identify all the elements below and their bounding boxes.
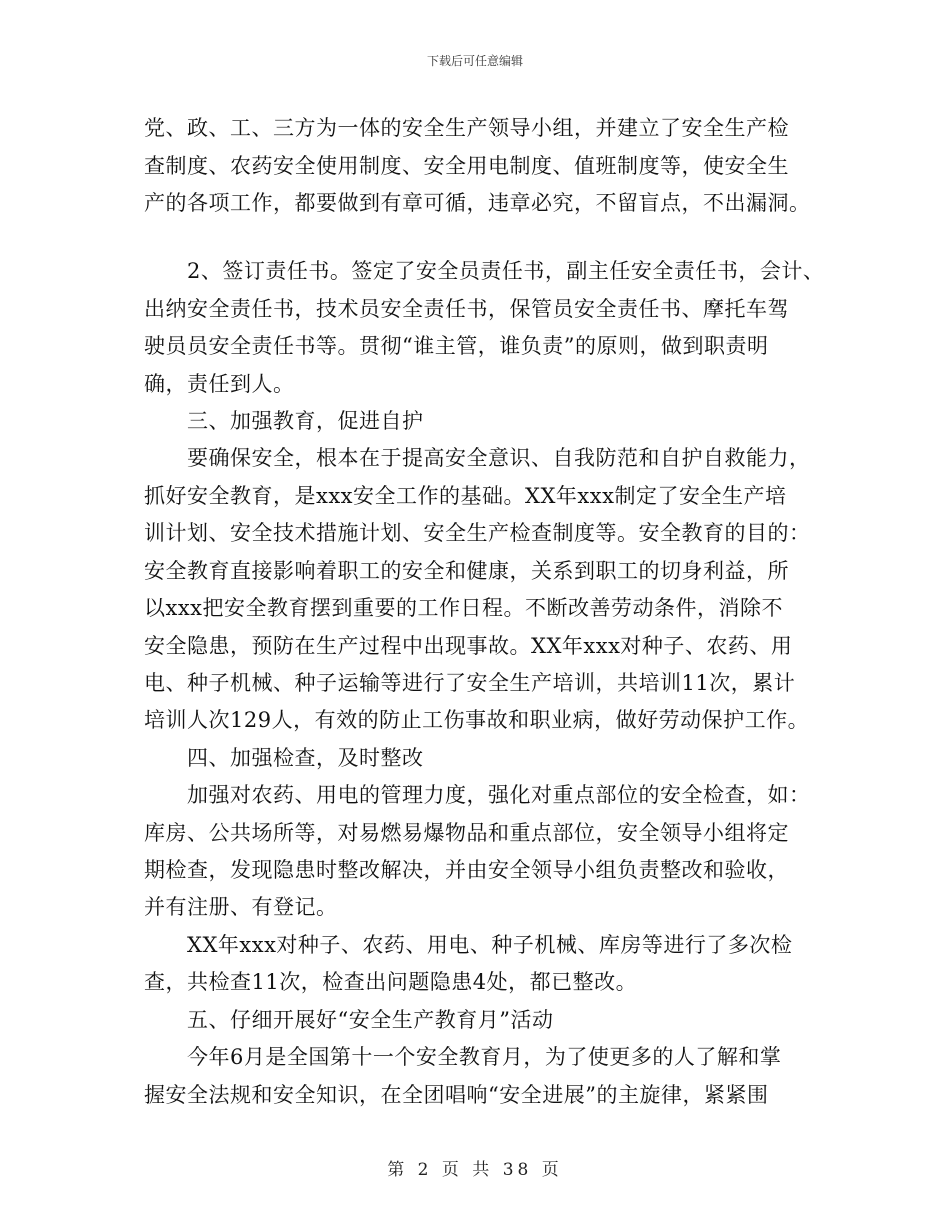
text-line: 安全教育直接影响着职工的安全和健康，关系到职工的切身利益，所	[144, 559, 789, 583]
text-line: 查，共检查11次，检查出问题隐患4处，都已整改。	[144, 970, 638, 994]
text-line: 出纳安全责任书，技术员安全责任书，保管员安全责任书、摩托车驾	[144, 297, 789, 321]
text-line: 训计划、安全技术措施计划、安全生产检查制度等。安全教育的目的：	[144, 521, 811, 545]
text-line: 库房、公共场所等，对易燃易爆物品和重点部位，安全领导小组将定	[144, 821, 789, 845]
text-line: 今年6月是全国第十一个安全教育月，为了使更多的人了解和掌	[187, 1045, 782, 1069]
text-line: 2、签订责任书。签定了安全员责任书，副主任安全责任书，会计、	[187, 259, 825, 283]
text-line: 并有注册、有登记。	[144, 895, 338, 919]
text-line: 查制度、农药安全使用制度、安全用电制度、值班制度等，使安全生	[144, 154, 789, 178]
section-heading: 三、加强教育，促进自护	[187, 409, 424, 433]
text-line: 党、政、工、三方为一体的安全生产领导小组，并建立了安全生产检	[144, 116, 789, 140]
text-line: XX年xxx对种子、农药、用电、种子机械、库房等进行了多次检	[187, 933, 793, 957]
text-line: 以xxx把安全教育摆到重要的工作日程。不断改善劳动条件，消除不	[144, 596, 784, 620]
section-heading: 五、仔细开展好“安全生产教育月”活动	[187, 1008, 554, 1032]
text-line: 确，责任到人。	[144, 372, 295, 396]
page-number: 第 2 页 共 38 页	[387, 1160, 563, 1180]
text-line: 产的各项工作，都要做到有章可循，违章必究，不留盲点，不出漏洞。	[144, 191, 811, 215]
section-heading: 四、加强检查，及时整改	[187, 746, 424, 770]
text-line: 培训人次129人，有效的防止工伤事故和职业病，做好劳动保护工作。	[144, 708, 810, 732]
text-line: 电、种子机械、种子运输等进行了安全生产培训，共培训11次，累计	[144, 671, 796, 695]
page-header: 下载后可任意编辑	[426, 54, 523, 68]
text-line: 期检查，发现隐患时整改解决，并由安全领导小组负责整改和验收，	[144, 858, 789, 882]
text-line: 安全隐患，预防在生产过程中出现事故。XX年xxx对种子、农药、用	[144, 634, 793, 658]
text-line: 要确保安全，根本在于提高安全意识、自我防范和自护自救能力，	[187, 446, 811, 470]
text-line: 加强对农药、用电的管理力度，强化对重点部位的安全检查，如：	[187, 783, 811, 807]
text-line: 驶员员安全责任书等。贯彻“谁主管，谁负责”的原则，做到职责明	[144, 334, 769, 358]
text-line: 抓好安全教育，是xxx安全工作的基础。XX年xxx制定了安全生产培	[144, 484, 787, 508]
text-line: 握安全法规和安全知识，在全团唱响“安全进展”的主旋律，紧紧围	[144, 1083, 769, 1107]
